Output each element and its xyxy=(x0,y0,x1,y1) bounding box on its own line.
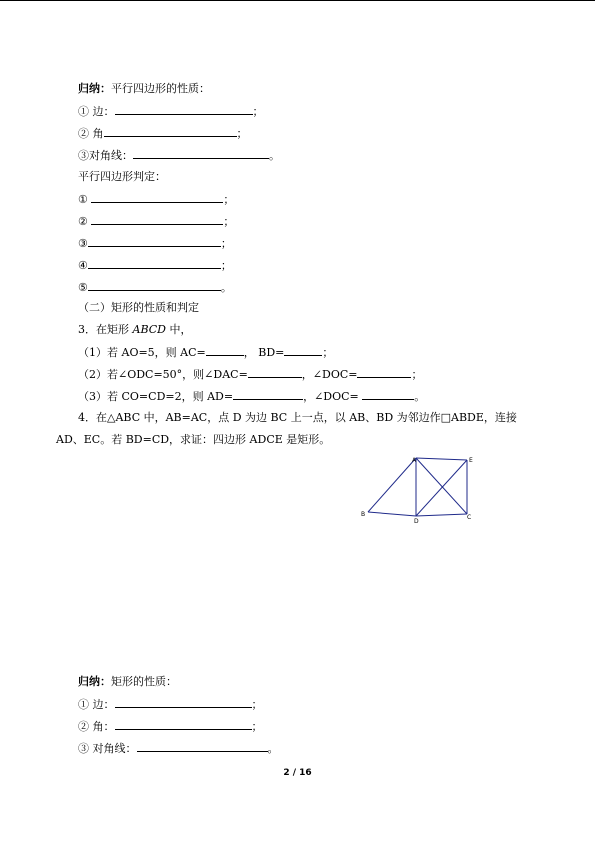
q3-stem xyxy=(78,323,191,337)
label-E: E xyxy=(469,457,473,464)
summary2-item-3 xyxy=(78,741,279,756)
answer-blank[interactable] xyxy=(248,367,302,378)
item-label: ① xyxy=(78,193,88,206)
item-label: ④ xyxy=(78,259,88,272)
q4-line-2: AD、EC。若 BD=CD，求证：四边形 ADCE 是矩形。 xyxy=(56,433,331,446)
item-label: ② 角 xyxy=(78,127,104,140)
criteria-title: 平行四边形判定： xyxy=(78,170,166,183)
label-B: B xyxy=(361,511,366,518)
answer-blank[interactable] xyxy=(133,148,269,159)
criteria-item-1 xyxy=(78,192,234,207)
answer-blank[interactable] xyxy=(91,192,223,203)
answer-blank[interactable] xyxy=(88,258,221,269)
segment-AC xyxy=(416,458,467,514)
summary2-line xyxy=(78,675,177,689)
item-label: ① 边： xyxy=(78,698,115,711)
summary2-title: 矩形的性质： xyxy=(111,675,177,688)
item-label: ② 角： xyxy=(78,720,115,733)
page-number: 2 / 16 xyxy=(283,768,312,778)
q3-p2-text: ，∠DOC= xyxy=(301,368,358,381)
q3-p3-text: （3）若 CO=CD=2，则 AD= xyxy=(78,390,234,403)
summary2-item-2 xyxy=(78,719,263,734)
summary2-heading: 归纳： xyxy=(78,675,111,688)
item-punct: ； xyxy=(252,105,264,118)
q3-stem-prefix: 3．在矩形 xyxy=(78,323,133,336)
q3-p2-punct: ； xyxy=(411,368,423,381)
summary2-item-1 xyxy=(78,697,263,712)
answer-blank[interactable] xyxy=(88,236,221,247)
label-C: C xyxy=(467,514,472,521)
item-punct: ； xyxy=(223,193,235,206)
answer-blank[interactable] xyxy=(357,367,411,378)
section-title: （二）矩形的性质和判定 xyxy=(78,301,199,314)
item-punct: ； xyxy=(236,127,248,140)
q3-p2-text: （2）若∠ODC=50°，则∠DAC= xyxy=(78,368,248,381)
q3-stem-var: ABCD xyxy=(132,323,166,336)
answer-blank[interactable] xyxy=(115,719,252,730)
q3-part-1 xyxy=(78,345,333,360)
answer-blank[interactable] xyxy=(233,389,303,400)
q3-p3-punct: 。 xyxy=(414,390,426,403)
summary1-item-3 xyxy=(78,148,280,163)
segment-CD xyxy=(416,514,467,516)
item-label: ① 边： xyxy=(78,105,115,118)
page-top-border xyxy=(0,0,595,1)
answer-blank[interactable] xyxy=(284,345,322,356)
q3-part-2 xyxy=(78,367,422,382)
summary1-heading: 归纳： xyxy=(78,82,111,95)
item-punct: 。 xyxy=(220,281,232,294)
criteria-item-4 xyxy=(78,258,232,273)
geometry-figure xyxy=(360,450,480,525)
answer-blank[interactable] xyxy=(206,345,244,356)
q3-p1-punct: ； xyxy=(322,346,334,359)
item-punct: ； xyxy=(220,237,232,250)
segment-DB xyxy=(368,512,416,516)
answer-blank[interactable] xyxy=(91,214,223,225)
criteria-item-5 xyxy=(78,280,232,295)
segment-DE xyxy=(416,460,467,516)
q3-stem-suffix: 中， xyxy=(165,323,192,336)
summary1-title: 平行四边形的性质： xyxy=(111,82,210,95)
q3-p1-text: （1）若 AO=5，则 AC= xyxy=(78,346,206,359)
segment-BA xyxy=(368,458,416,512)
item-punct: ； xyxy=(223,215,235,228)
item-label: ③ 对角线： xyxy=(78,742,137,755)
item-punct: ； xyxy=(251,720,263,733)
answer-blank[interactable] xyxy=(88,280,221,291)
item-punct: 。 xyxy=(267,742,279,755)
q3-part-3 xyxy=(78,389,425,404)
item-label: ③ xyxy=(78,237,88,250)
summary1-item-2 xyxy=(78,126,248,141)
q4-line-1: 4．在△ABC 中，AB=AC，点 D 为边 BC 上一点，以 AB、BD 为邻边作□ABDE，连接 xyxy=(78,411,517,424)
summary1-item-1 xyxy=(78,104,264,119)
item-punct: ； xyxy=(220,259,232,272)
answer-blank[interactable] xyxy=(115,697,252,708)
q3-p1-text: ， BD= xyxy=(243,346,285,359)
answer-blank[interactable] xyxy=(137,741,268,752)
criteria-item-2 xyxy=(78,214,234,229)
item-label: ③对角线： xyxy=(78,149,133,162)
item-label: ② xyxy=(78,215,88,228)
segment-AE xyxy=(416,458,467,460)
answer-blank[interactable] xyxy=(104,126,237,137)
criteria-item-3 xyxy=(78,236,232,251)
item-punct: 。 xyxy=(269,149,280,162)
answer-blank[interactable] xyxy=(362,389,414,400)
item-punct: ； xyxy=(251,698,263,711)
label-D: D xyxy=(414,518,419,525)
summary1-line xyxy=(78,82,210,96)
q3-p3-text: ，∠DOC= xyxy=(303,390,363,403)
label-A: A xyxy=(412,457,417,464)
answer-blank[interactable] xyxy=(115,104,253,115)
item-label: ⑤ xyxy=(78,281,88,294)
